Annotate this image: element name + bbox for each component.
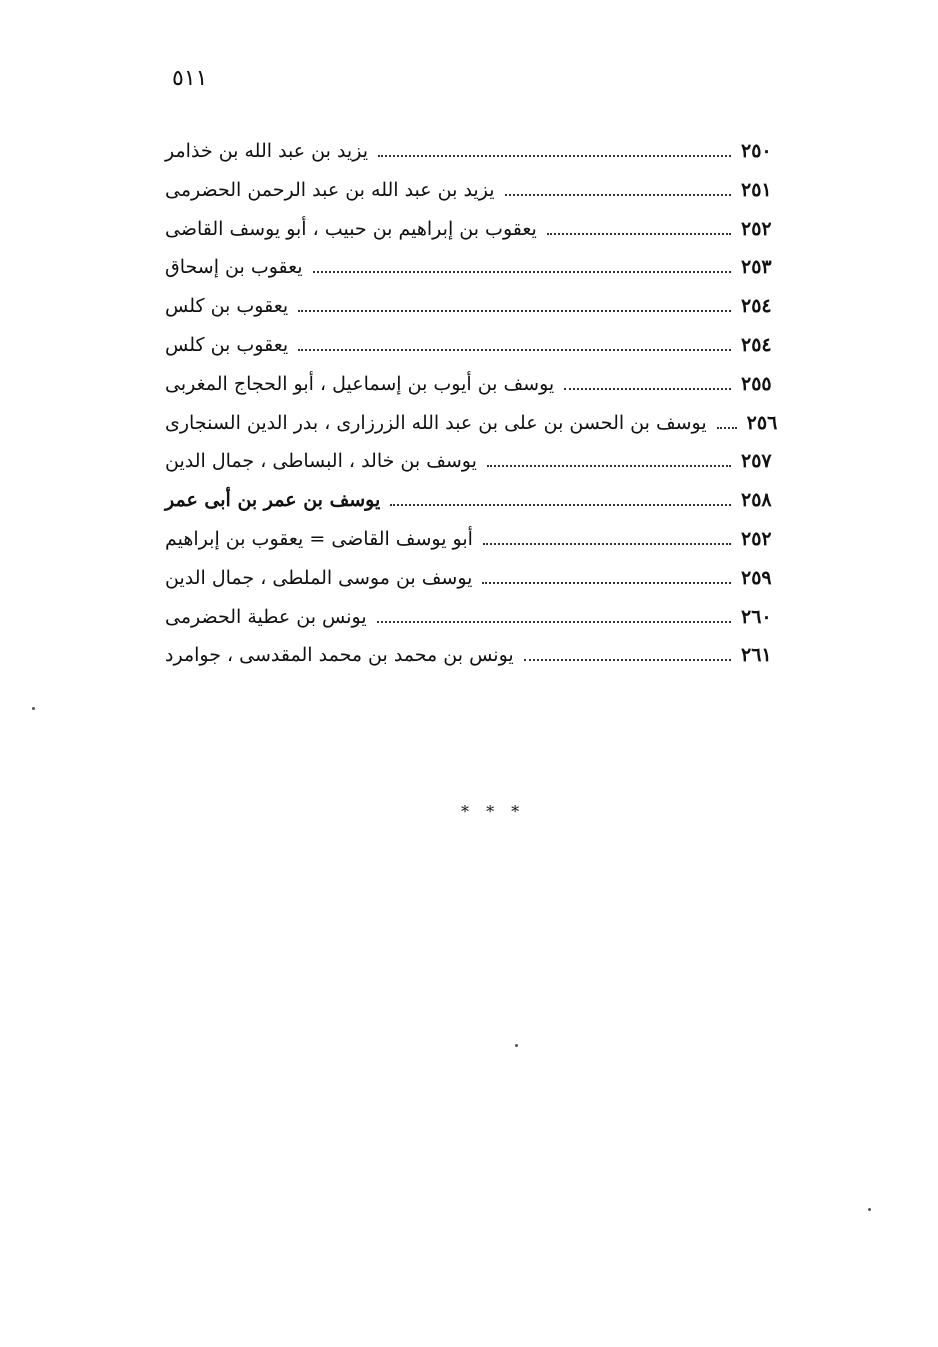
entry-name: يزيد بن عبد الله بن خذامر xyxy=(165,140,368,162)
dot-leader xyxy=(524,659,731,661)
entry-page-number: ٢٥٠ xyxy=(741,140,772,162)
dot-leader xyxy=(487,465,731,467)
index-list xyxy=(165,140,797,683)
dot-leader xyxy=(298,349,731,351)
entry-page-number: ٢٦١ xyxy=(741,644,772,667)
entry-page-number: ٢٥٤ xyxy=(741,295,772,318)
entry-name: يوسف بن خالد ، البساطى ، جمال الدين xyxy=(165,450,477,473)
index-entry xyxy=(165,334,797,373)
dot-leader xyxy=(298,310,731,312)
dot-leader xyxy=(564,388,731,390)
index-entry xyxy=(165,606,797,645)
index-entry xyxy=(165,295,797,334)
entry-page-number: ٢٥٧ xyxy=(741,450,772,473)
dot-leader xyxy=(547,233,731,235)
dot-leader xyxy=(390,504,731,506)
entry-page-number: ٢٥٢ xyxy=(741,527,772,550)
index-entry xyxy=(165,256,797,295)
page-number: ٥١١ xyxy=(172,66,208,91)
entry-page-number: ٢٥١ xyxy=(741,178,772,201)
entry-name: يونس بن عطية الحضرمى xyxy=(165,605,367,628)
dot-leader xyxy=(717,427,737,429)
entry-name: يعقوب بن كلس xyxy=(165,333,289,356)
entry-page-number: ٢٥٣ xyxy=(741,256,772,279)
entry-name: يعقوب بن إبراهيم بن حبيب ، أبو يوسف القاضى xyxy=(165,217,537,240)
entry-name: يزيد بن عبد الله بن عبد الرحمن الحضرمى xyxy=(165,178,495,201)
entry-page-number: ٢٥٥ xyxy=(741,372,772,395)
entry-name: يعقوب بن إسحاق xyxy=(165,256,303,279)
dot-leader xyxy=(377,621,731,623)
entry-name: يوسف بن الحسن بن على بن عبد الله الزرزارى ، بدر الدين السنجارى xyxy=(165,411,707,434)
index-entry xyxy=(165,489,797,528)
scan-speck xyxy=(515,1044,518,1047)
index-entry xyxy=(165,218,797,257)
dot-leader xyxy=(505,194,732,196)
index-entry xyxy=(165,179,797,218)
entry-name: يعقوب بن كلس xyxy=(165,295,289,318)
scan-speck xyxy=(32,707,35,710)
entry-page-number: ٢٥٦ xyxy=(746,411,778,434)
entry-page-number: ٢٥٢ xyxy=(741,217,772,240)
entry-name: يوسف بن عمر بن أبى عمر xyxy=(165,489,381,512)
index-entry xyxy=(165,567,797,606)
entry-name: يونس بن محمد بن محمد المقدسى ، جوامرد xyxy=(165,644,514,667)
entry-name: أبو يوسف القاضى = يعقوب بن إبراهيم xyxy=(165,527,473,550)
dot-leader xyxy=(378,155,731,157)
dot-leader xyxy=(482,582,731,584)
entry-page-number: ٢٦٠ xyxy=(741,605,772,628)
index-entry xyxy=(165,140,797,179)
scan-speck xyxy=(868,1208,871,1211)
index-entry xyxy=(165,528,797,567)
index-entry xyxy=(165,412,797,451)
end-ornament: * * * xyxy=(461,802,526,821)
index-entry xyxy=(165,450,797,489)
index-entry xyxy=(165,373,797,412)
entry-page-number: ٢٥٩ xyxy=(741,566,772,589)
entry-name: يوسف بن أيوب بن إسماعيل ، أبو الحجاج المغربى xyxy=(165,372,555,395)
index-entry xyxy=(165,644,797,683)
entry-name: يوسف بن موسى الملطى ، جمال الدين xyxy=(165,566,473,589)
dot-leader xyxy=(313,271,731,273)
entry-page-number: ٢٥٨ xyxy=(741,489,772,512)
entry-page-number: ٢٥٤ xyxy=(741,333,772,356)
dot-leader xyxy=(483,543,731,545)
